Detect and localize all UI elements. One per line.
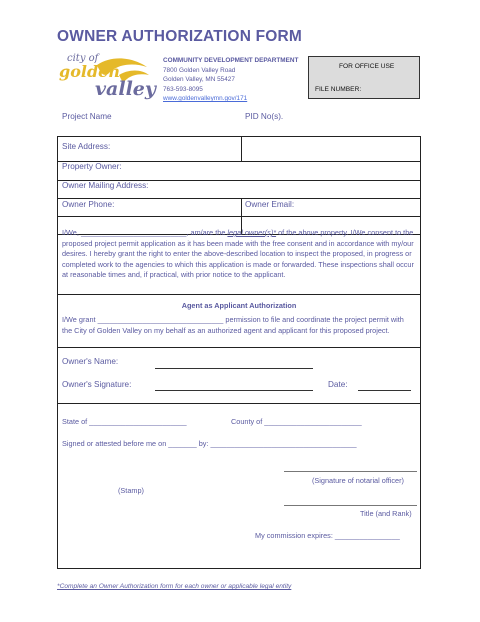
divider — [58, 294, 420, 295]
notary-signature-label: (Signature of notarial officer) — [312, 476, 404, 485]
commission-expires-field[interactable]: My commission expires: ________________ — [255, 531, 400, 540]
divider — [58, 198, 420, 199]
department-address-1: 7800 Golden Valley Road — [163, 66, 236, 74]
department-address-2: Golden Valley, MN 55427 — [163, 76, 235, 84]
owner-email-label[interactable]: Owner Email: — [245, 200, 295, 209]
divider — [58, 347, 420, 348]
divider — [241, 137, 242, 161]
pid-label[interactable]: PID No(s). — [245, 112, 284, 121]
logo-golden: golden — [59, 62, 120, 81]
department-url-link[interactable]: www.goldenvalleymn.gov/171 — [163, 95, 248, 103]
consent-mid: , am/are the — [186, 228, 228, 237]
divider — [241, 198, 242, 216]
legal-owner-term: legal owner(s)* — [227, 228, 277, 237]
footnote: *Complete an Owner Authorization form for each owner or applicable legal entity — [57, 583, 292, 590]
owner-name-line[interactable] — [155, 368, 313, 369]
file-number-label: FILE NUMBER: — [315, 86, 362, 93]
date-label: Date: — [328, 380, 348, 389]
city-logo — [57, 53, 156, 103]
date-line[interactable] — [358, 390, 411, 391]
signed-attested-field[interactable]: Signed or attested before me on _______ by: ____________________________________ — [62, 439, 357, 448]
site-address-label[interactable]: Site Address: — [62, 142, 111, 151]
property-owner-label[interactable]: Property Owner: — [62, 162, 122, 171]
agent-name-blank[interactable]: _______________________________ — [97, 315, 224, 324]
department-name: COMMUNITY DEVELOPMENT DEPARTMENT — [163, 57, 299, 64]
project-name-label[interactable]: Project Name — [62, 112, 112, 121]
title-rank-label: Title (and Rank) — [360, 509, 412, 518]
department-phone: 763-593-8095 — [163, 85, 203, 93]
agent-rest: permission to file and coordinate the project permit with the City of Golden Valley on my behalf as an authorized agent and applicant for this proposed project. — [62, 315, 404, 335]
agent-paragraph — [62, 315, 416, 336]
title-rank-line[interactable] — [284, 505, 417, 506]
state-field[interactable]: State of ________________________ — [62, 417, 187, 426]
form-title: OWNER AUTHORIZATION FORM — [57, 28, 303, 45]
mailing-address-label[interactable]: Owner Mailing Address: — [62, 181, 149, 190]
owner-signature-label: Owner's Signature: — [62, 380, 132, 389]
divider — [58, 216, 420, 217]
notary-signature-line[interactable] — [284, 471, 417, 472]
stamp-label: (Stamp) — [118, 486, 144, 495]
consent-start: I/We, — [62, 228, 81, 237]
divider — [58, 403, 420, 404]
owner-name-blank[interactable]: __________________________ — [80, 228, 187, 237]
owner-signature-line[interactable] — [155, 390, 313, 391]
owner-name-label: Owner's Name: — [62, 357, 119, 366]
department-info — [163, 56, 298, 104]
office-use-heading: FOR OFFICE USE — [339, 63, 395, 70]
logo-valley: valley — [95, 78, 156, 100]
owner-phone-label[interactable]: Owner Phone: — [62, 200, 115, 209]
office-use-box — [308, 56, 420, 99]
agent-start: I/We grant — [62, 315, 98, 324]
logo-city: city of — [67, 53, 99, 64]
consent-rest: of the above property. I/We consent to the proposed project permit application as it has been made with the free consent and in accordance with my/our desires. I hereby grant the right to enter the above-described location to inspect the proposed, in progress or completed work to the agencies to which this application is made or forwarded. These inspections shall occur at reasonable times and, if practical, with prior notice to the applicant. — [62, 228, 414, 280]
agent-heading: Agent as Applicant Authorization — [181, 301, 297, 310]
county-field[interactable]: County of ________________________ — [231, 417, 362, 426]
consent-paragraph — [62, 228, 416, 281]
